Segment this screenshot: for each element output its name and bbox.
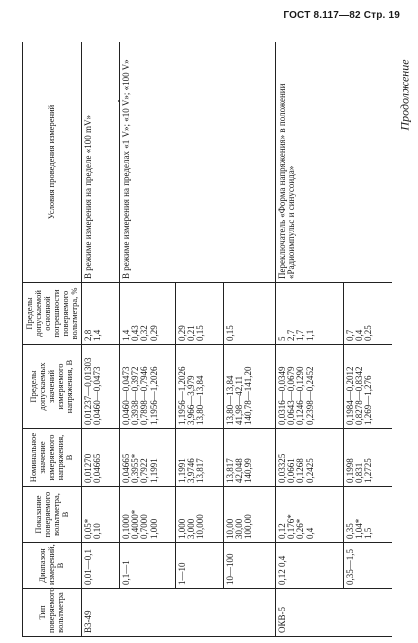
running-head: ГОСТ 8.117—82 Стр. 19 xyxy=(283,10,400,21)
conditions-cell: В режиме измерения на пределе «100 mV» xyxy=(81,42,119,283)
col-error: Пределы допускаемой основной погрешности поверяемого вольтметра, % xyxy=(23,283,82,345)
nominal-cell: 0,03325 0,0661 0,1268 0,2425 xyxy=(275,429,343,487)
col-conditions: Условия проведения измерений xyxy=(23,42,82,283)
continued-label: Продолжение xyxy=(397,59,412,131)
limits-cell: 0,0316—0,0349 0,0643—0,0679 0,1246—0,1290 0,2398—0,2452 xyxy=(275,345,343,429)
range-cell: 1—10 xyxy=(175,543,223,589)
reading-cell: 10,00 30,00 100,00 xyxy=(223,487,275,543)
range-cell: 0,01—0,1 xyxy=(81,543,119,589)
error-cell: 2,8 1,4 xyxy=(81,283,119,345)
col-nominal: Номинальное значение измеряемого напряжения, В xyxy=(23,429,82,487)
limits-cell: 1,1956—1,2026 3,966—3,979 13,80—13,84 xyxy=(175,345,223,429)
nominal-cell: 0,1998 0,831 1,2725 xyxy=(343,429,392,487)
reading-cell: 0,12 0,176* 0,26* 0,4 xyxy=(275,487,343,543)
col-limits: Пределы допускаемых значений измеряемого напряжения, В xyxy=(23,345,82,429)
nominal-cell: 0,04665 0,3955* 0,7922 1,1991 xyxy=(119,429,175,487)
conditions-cell: Переключатель «Форма напряжения» в положении «Радиоимпульс и синусоида» xyxy=(275,42,392,283)
limits-cell: 13,80—13,84 41,98—42,11 140,78—141,20 xyxy=(223,345,275,429)
error-cell: 0,7 0,4 0,25 xyxy=(343,283,392,345)
model-cell: В3-49 xyxy=(81,589,275,637)
rotated-table-frame xyxy=(22,42,392,637)
model-cell: ОКВ-5 xyxy=(275,589,392,637)
error-cell: 1,4 0,43 0,32 0,29 xyxy=(119,283,175,345)
nominal-cell: 1,1991 3,9746 13,817 xyxy=(175,429,223,487)
table-row xyxy=(81,42,119,637)
limits-cell: 0,01237—0,01303 0,0460—0,0473 xyxy=(81,345,119,429)
col-reading: Показание поверяемого вольтметра, В xyxy=(23,487,82,543)
limits-cell: 0,0460—0,0473 0,3938—0,3972 0,7898—0,7946 1,1956—1,2026 xyxy=(119,345,175,429)
reading-cell: 0,35 1,04* 1,5 xyxy=(343,487,392,543)
conditions-cell: В режиме измерения на пределах «1 V»; «10 V»; «100 V» xyxy=(119,42,275,283)
reading-cell: 0,05* 0,10 xyxy=(81,487,119,543)
col-range: Диапазон измерений, В xyxy=(23,543,82,589)
range-cell: 0,35—1,5 xyxy=(343,543,392,589)
error-cell: 5 2,7 1,7 1,1 xyxy=(275,283,343,345)
verification-table xyxy=(22,42,392,637)
reading-cell: 1,000 3,000 10,000 xyxy=(175,487,223,543)
range-cell: 10—100 xyxy=(223,543,275,589)
nominal-cell: 13,817 42,048 140,99 xyxy=(223,429,275,487)
nominal-cell: 0,01270 0,04665 xyxy=(81,429,119,487)
table-row xyxy=(275,42,343,637)
col-voltmeter-type: Тип поверяемого вольтметра xyxy=(23,589,82,637)
table-row xyxy=(119,42,175,637)
range-cell: 0,12 0,4 xyxy=(275,543,343,589)
range-cell: 0,1—1 xyxy=(119,543,175,589)
reading-cell: 0,1000 0,4000* 0,7000 1,000 xyxy=(119,487,175,543)
table-header-row xyxy=(23,42,82,637)
error-cell: 0,29 0,21 0,15 xyxy=(175,283,223,345)
error-cell: 0,15 xyxy=(223,283,275,345)
limits-cell: 0,1984—0,2012 0,8278—0,8342 1,269—1,276 xyxy=(343,345,392,429)
